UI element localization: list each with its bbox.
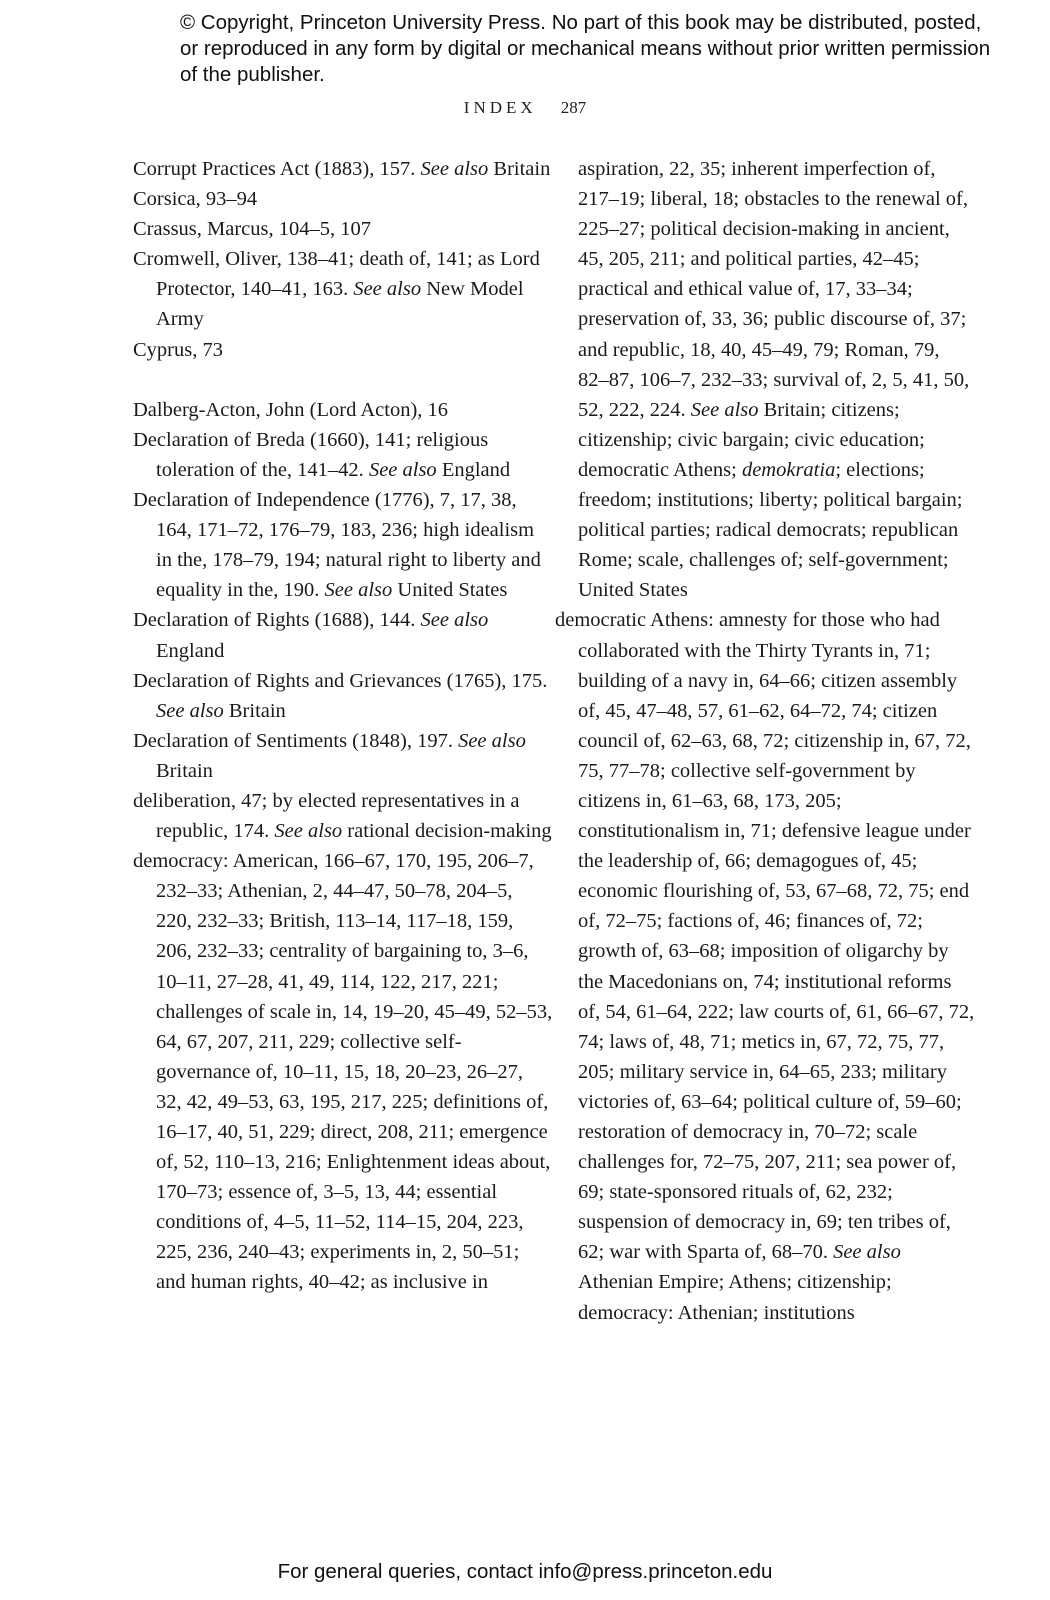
entry-text: democratic Athens: amnesty for those who had collaborated with the Thirty Tyrants in, 71; building of a navy in, 64–66; citizen assembly of, 45, 47–48, 57, 61–62, 64–72, 74; citizen council of, 62–63, 68, 72; citizenship in, 67, 72, 75, 77–78; collective self-government by citizens in, 61–63, 68, 173, 205; constitutionalism in, 71; defensive league under the leadership of, 66; demagogues of, 45; economic flourishing of, 53, 67–68, 72, 75; end of, 72–75; factions of, 46; finances of, 72; growth of, 63–68; imposition of oligarchy by the Macedonians on, 74; institutional reforms of, 54, 61–64, 222; law courts of, 61, 66–67, 72, 74; laws of, 48, 71; metics in, 67, 72, 75, 77, 205; military service in, 64–65, 233; military victories of, 63–64; political culture of, 59–60; restoration of democracy in, 70–72; scale challenges for, 72–75, 207, 211; sea power of, 69; state-sponsored rituals of, 62, 232; suspension of democracy in, 69; ten tribes of, 62; war with Sparta of, 68–70. (555, 609, 975, 1264)
index-entry (133, 666, 553, 726)
index-column-right (555, 154, 975, 1328)
entry-text: Corsica, 93–94 (133, 188, 258, 211)
footer-contact: For general queries, contact info@press.princeton.edu (277, 1560, 773, 1583)
index-entry (133, 395, 553, 425)
index-entry (555, 154, 975, 605)
entry-text: Declaration of Rights and Grievances (1765), 175. (133, 669, 548, 692)
entry-text: New Model Army (156, 278, 524, 331)
index-entry (133, 244, 553, 334)
cross-reference-italic: See also (690, 398, 759, 421)
index-entry (133, 335, 553, 365)
entry-text: aspiration, 22, 35; inherent imperfection of, 217–19; liberal, 18; obstacles to the renewal of, 225–27; political decision-making in ancient, 45, 205, 211; and political parties, 42–45; practical and ethical value of, 17, 33–34; preservation of, 33, 36; public discourse of, 37; and republic, 18, 40, 45–49, 79; Roman, 79, 82–87, 106–7, 232–33; survival of, 2, 5, 41, 50, 52, 222, 224. (578, 158, 970, 421)
index-entry (133, 214, 553, 244)
cross-reference-italic: See also (458, 729, 526, 752)
cross-reference-italic: See also (368, 458, 437, 481)
cross-reference-italic: See also (420, 609, 489, 632)
entry-text: Dalberg-Acton, John (Lord Acton), 16 (133, 398, 449, 421)
entry-text: Declaration of Sentiments (1848), 197. (133, 729, 459, 752)
entry-text: England (156, 639, 225, 662)
letter-gap (133, 365, 553, 395)
entry-text: Athenian Empire; Athens; citizenship; democracy: Athenian; institutions (578, 1271, 892, 1324)
entry-text: Britain (488, 158, 551, 180)
entry-text: United States (392, 579, 508, 602)
cross-reference-italic: See also (324, 579, 393, 602)
index-entry (133, 425, 553, 485)
entry-text: Britain (223, 699, 286, 722)
entry-text: Corrupt Practices Act (1883), 157. (133, 158, 421, 180)
cross-reference-italic: See also (156, 699, 224, 722)
entry-text: Crassus, Marcus, 104–5, 107 (133, 218, 372, 241)
page-number: 287 (560, 98, 587, 117)
cross-reference-italic: See also (833, 1241, 901, 1264)
index-entry (133, 786, 553, 846)
cross-reference-italic: See also (420, 158, 489, 180)
index-entry (555, 605, 975, 1327)
entry-text: Declaration of Breda (1660), 141; religious toleration of the, 141–42. (133, 428, 489, 481)
entry-text: Britain; citizens; citizenship; civic bargain; civic education; democratic Athens; (578, 398, 925, 481)
index-entry (133, 605, 553, 665)
copyright-notice: © Copyright, Princeton University Press. No part of this book may be distributed, posted, or reproduced in any form by digital or mechanical means without prior written permission of the publisher. (180, 11, 991, 86)
entry-text: rational decision-making (342, 820, 552, 843)
index-entry (133, 846, 553, 1297)
cross-reference-italic: See also (353, 278, 422, 301)
index-entry (133, 726, 553, 786)
entry-text: Declaration of Independence (1776), 7, 17, 38, 164, 171–72, 176–79, 183, 236; high idealism in the, 178–79, 194; natural right to liberty and equality in the, 190. (133, 489, 541, 602)
cross-reference-italic: demokratia (741, 458, 836, 481)
entry-text: England (436, 458, 511, 481)
entry-text: Britain (156, 759, 213, 782)
entry-text: ; elections; freedom; institutions; liberty; political bargain; political parties; radical democrats; republican Rome; scale, challenges of; self-government; United States (578, 458, 963, 602)
index-entry (133, 154, 553, 184)
index-entry (133, 485, 553, 605)
entry-text: Declaration of Rights (1688), 144. (133, 609, 421, 632)
index-entry (133, 184, 553, 214)
running-head-label: INDEX (463, 98, 537, 117)
running-head (0, 98, 1050, 118)
entry-text: Cyprus, 73 (133, 338, 223, 361)
cross-reference-italic: See also (274, 820, 343, 843)
index-column-left (133, 154, 553, 1298)
entry-text: deliberation, 47; by elected representatives in a republic, 174. (133, 789, 520, 843)
entry-text: Cromwell, Oliver, 138–41; death of, 141; as Lord Protector, 140–41, 163. (133, 248, 540, 301)
entry-text: democracy: American, 166–67, 170, 195, 206–7, 232–33; Athenian, 2, 44–47, 50–78, 204–5, 220, 232–33; British, 113–14, 117–18, 159, 206, 232–33; centrality of bargaining to, 3–6, 10–11, 27–28, 41, 49, 114, 122, 217, 221; challenges of scale in, 14, 19–20, 45–49, 52–53, 64, 67, 207, 211, 229; collective self-governance of, 10–11, 15, 18, 20–23, 26–27, 32, 42, 49–53, 63, 195, 217, 225; definitions of, 16–17, 40, 51, 229; direct, 208, 211; emergence of, 52, 110–13, 216; Enlightenment ideas about, 170–73; essence of, 3–5, 13, 44; essential conditions of, 4–5, 11–52, 114–15, 204, 223, 225, 236, 240–43; experiments in, 2, 50–51; and human rights, 40–42; as inclusive in (133, 850, 553, 1294)
